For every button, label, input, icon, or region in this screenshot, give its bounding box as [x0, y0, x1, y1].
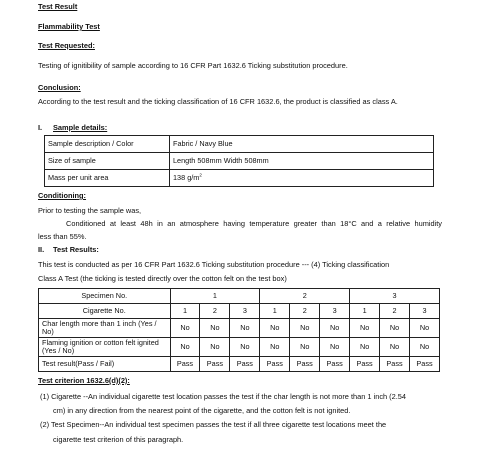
result-cell: Pass — [410, 357, 440, 372]
cigarette-label: Cigarette No. — [39, 304, 171, 319]
cigarette-number: 3 — [230, 304, 260, 319]
test-result-heading: Test Result — [38, 2, 78, 11]
conditioning-line-1: Prior to testing the sample was, — [38, 206, 142, 215]
test-requested-heading: Test Requested: — [38, 41, 95, 50]
flammability-test-heading: Flammability Test — [38, 22, 100, 31]
sample-value: Fabric / Navy Blue — [170, 136, 434, 153]
result-cell: Pass — [380, 357, 410, 372]
result-cell: Pass — [320, 357, 350, 372]
cigarette-number: 1 — [350, 304, 380, 319]
cigarette-header-row — [39, 304, 440, 319]
sample-row — [45, 153, 434, 170]
section-1-title: Sample details: — [53, 123, 108, 132]
result-cell: No — [230, 338, 260, 357]
conditioning-line-2: Conditioned at least 48h in an atmosphere having temperature greater than 18°C and a relative humidity — [66, 219, 442, 228]
section-1-number: I. — [38, 123, 43, 132]
result-cell: No — [290, 319, 320, 338]
criterion-1-line-1: (1) Cigarette --An individual cigarette test location passes the test if the char length is not more than 1 inch (2.54 — [40, 392, 407, 401]
result-cell: No — [200, 338, 230, 357]
sample-row — [45, 170, 434, 187]
sample-label: Size of sample — [45, 153, 170, 170]
result-cell: Pass — [200, 357, 230, 372]
row-label: Test result(Pass / Fail) — [39, 357, 171, 372]
result-cell: Pass — [350, 357, 380, 372]
sample-row — [45, 136, 434, 153]
conditioning-line-3: less than 55%. — [38, 232, 87, 241]
results-intro-line-2: Class A Test (the ticking is tested directly over the cotton felt on the test box) — [38, 274, 287, 283]
result-cell: No — [260, 319, 290, 338]
conclusion-heading: Conclusion: — [38, 83, 81, 92]
cigarette-number: 2 — [290, 304, 320, 319]
specimen-header-row — [39, 289, 440, 304]
result-cell: No — [290, 338, 320, 357]
result-cell: No — [170, 319, 200, 338]
result-cell: Pass — [170, 357, 200, 372]
criterion-heading: Test criterion 1632.6(d)(2): — [38, 376, 130, 385]
result-cell: No — [350, 319, 380, 338]
cigarette-number: 2 — [380, 304, 410, 319]
result-cell: No — [170, 338, 200, 357]
sample-details-table — [44, 135, 434, 187]
criterion-1-line-2: cm) in any direction from the nearest point of the cigarette, and the cotton felt is not ignited. — [53, 406, 351, 415]
results-table — [38, 288, 440, 372]
results-intro-line-1: This test is conducted as per 16 CFR Part 1632.6 Ticking substitution procedure --- (4) Ticking classification — [38, 260, 390, 269]
sample-value: Length 508mm Width 508mm — [170, 153, 434, 170]
specimen-number: 1 — [170, 289, 260, 304]
result-cell: No — [320, 319, 350, 338]
sample-label: Sample description / Color — [45, 136, 170, 153]
unit-superscript: 2 — [199, 172, 202, 178]
row-label: Char length more than 1 inch (Yes / No) — [39, 319, 171, 338]
criterion-2-line-2: cigarette test criterion of this paragraph. — [53, 435, 184, 444]
result-cell: No — [410, 338, 440, 357]
result-cell: Pass — [230, 357, 260, 372]
sample-label: Mass per unit area — [45, 170, 170, 187]
result-cell: No — [410, 319, 440, 338]
cigarette-number: 1 — [260, 304, 290, 319]
cigarette-number: 1 — [170, 304, 200, 319]
result-cell: No — [380, 338, 410, 357]
result-cell: No — [350, 338, 380, 357]
conclusion-text: According to the test result and the ticking classification of 16 CFR 1632.6, the product is classified as class A. — [38, 97, 398, 106]
result-cell: Pass — [260, 357, 290, 372]
test-requested-text: Testing of ignitibility of sample according to 16 CFR Part 1632.6 Ticking substitution procedure. — [38, 61, 348, 70]
row-label: Flaming ignition or cotton felt ignited (Yes / No) — [39, 338, 171, 357]
sample-value: 138 g/m — [173, 172, 200, 182]
result-cell: No — [200, 319, 230, 338]
conditioning-heading: Conditioning: — [38, 191, 87, 200]
specimen-number: 2 — [260, 289, 350, 304]
section-2-number: II. — [38, 245, 45, 254]
result-cell: No — [260, 338, 290, 357]
char-length-row — [39, 319, 440, 338]
cigarette-number: 3 — [320, 304, 350, 319]
sample-value-cell — [170, 170, 434, 187]
result-cell: No — [320, 338, 350, 357]
specimen-number: 3 — [350, 289, 440, 304]
section-2-title: Test Results: — [53, 245, 99, 254]
specimen-label: Specimen No. — [39, 289, 171, 304]
result-cell: No — [230, 319, 260, 338]
result-cell: Pass — [290, 357, 320, 372]
result-cell: No — [380, 319, 410, 338]
test-result-row — [39, 357, 440, 372]
cigarette-number: 3 — [410, 304, 440, 319]
flaming-ignition-row — [39, 338, 440, 357]
cigarette-number: 2 — [200, 304, 230, 319]
criterion-2-line-1: (2) Test Specimen--An individual test specimen passes the test if all three cigarette test locations meet the — [40, 420, 387, 429]
